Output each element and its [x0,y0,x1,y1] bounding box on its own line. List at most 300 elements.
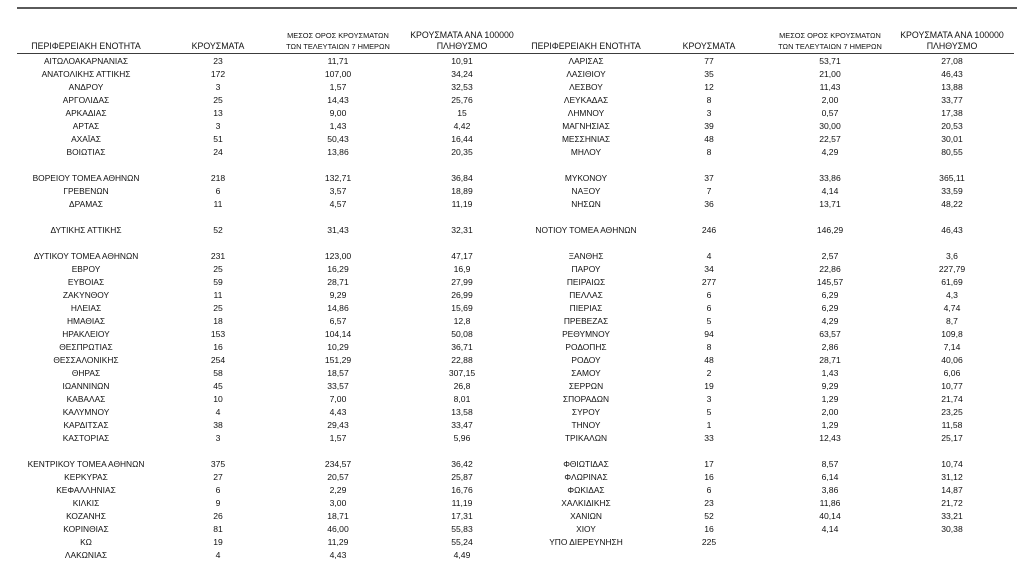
right-cases-cell: 8 [706,95,712,105]
left-avg7-cell: 9,00 [329,108,347,118]
left-per100k-cell: 15 [457,108,467,118]
right-cases-cell: 35 [704,69,714,79]
right-avg7-cell: 4,29 [821,147,839,157]
left-per100k-cell: 55,83 [451,524,473,534]
left-per100k-cell: 50,08 [451,329,473,339]
left-avg7-cell: 33,57 [327,381,349,391]
right-region-cell: ΝΗΣΩΝ [571,199,601,209]
table-row [0,367,1017,380]
header-per100k-left-line1: ΚΡΟΥΣΜΑΤΑ ΑΝΑ 100000 [410,30,514,40]
right-avg7-cell: 12,43 [819,433,841,443]
right-avg7-cell: 63,57 [819,329,841,339]
right-avg7-cell: 2,00 [821,407,839,417]
right-avg7-cell: 4,14 [821,186,839,196]
left-per100k-cell: 4,49 [453,550,471,560]
right-per100k-cell: 6,06 [943,368,961,378]
right-cases-cell: 6 [706,303,712,313]
table-row [0,432,1017,445]
right-cases-cell: 3 [706,108,712,118]
left-per100k-cell: 47,17 [451,251,473,261]
right-per100k-cell: 23,25 [941,407,963,417]
left-region-cell: ΑΧΑΪΑΣ [71,134,101,144]
left-per100k-cell: 12,8 [453,316,471,326]
right-per100k-cell: 21,74 [941,394,963,404]
right-avg7-cell: 6,29 [821,303,839,313]
right-cases-cell: 34 [704,264,714,274]
left-region-cell: ΚΟΖΑΝΗΣ [66,511,106,521]
left-avg7-cell: 2,29 [329,485,347,495]
right-per100k-cell: 11,58 [941,420,963,430]
header-avg7-left-line2: ΤΩΝ ΤΕΛΕΥΤΑΙΩΝ 7 ΗΜΕΡΩΝ [286,42,390,51]
right-per100k-cell: 31,12 [941,472,963,482]
left-cases-cell: 153 [210,329,226,339]
left-avg7-cell: 1,57 [329,433,347,443]
left-per100k-cell: 33,47 [451,420,473,430]
right-cases-cell: 36 [704,199,714,209]
right-cases-cell: 8 [706,147,712,157]
left-per100k-cell: 13,58 [451,407,473,417]
right-avg7-cell: 11,86 [819,498,841,508]
left-region-cell: ΚΑΣΤΟΡΙΑΣ [62,433,110,443]
right-per100k-cell: 365,11 [939,173,965,183]
right-region-cell: ΧΑΝΙΩΝ [570,511,602,521]
left-cases-cell: 11 [213,290,223,300]
left-avg7-cell: 1,43 [329,121,347,131]
right-avg7-cell: 3,86 [821,485,839,495]
left-avg7-cell: 3,57 [329,186,347,196]
left-cases-cell: 18 [213,316,223,326]
left-cases-cell: 25 [213,264,223,274]
right-avg7-cell: 28,71 [819,355,841,365]
right-region-cell: ΛΕΣΒΟΥ [569,82,603,92]
left-avg7-cell: 14,86 [327,303,349,313]
left-region-cell: ΗΜΑΘΙΑΣ [66,316,106,326]
table-row [0,341,1017,354]
right-per100k-cell: 33,21 [941,511,963,521]
right-avg7-cell: 22,57 [819,134,841,144]
right-region-cell: ΣΠΟΡΑΔΩΝ [562,394,610,404]
right-cases-cell: 277 [701,277,717,287]
right-cases-cell: 1 [706,420,712,430]
left-cases-cell: 4 [215,407,221,417]
header-per100k-right-line1: ΚΡΟΥΣΜΑΤΑ ΑΝΑ 100000 [900,30,1004,40]
right-cases-cell: 16 [704,524,714,534]
right-cases-cell: 39 [704,121,714,131]
table-row [0,172,1017,185]
left-region-cell: ΚΟΡΙΝΘΙΑΣ [63,524,109,534]
right-avg7-cell: 11,43 [819,82,841,92]
right-cases-cell: 8 [706,342,712,352]
left-avg7-cell: 7,00 [329,394,347,404]
left-cases-cell: 9 [215,498,221,508]
left-avg7-cell: 31,43 [327,225,349,235]
left-per100k-cell: 25,76 [451,95,473,105]
right-per100k-cell: 4,74 [943,303,961,313]
left-avg7-cell: 11,71 [327,56,349,66]
table-row [0,419,1017,432]
left-avg7-cell: 4,57 [329,199,347,209]
header-cases-left: ΚΡΟΥΣΜΑΤΑ [191,41,245,51]
right-cases-cell: 5 [706,407,712,417]
right-cases-cell: 77 [704,56,714,66]
right-avg7-cell: 9,29 [821,381,839,391]
spacer-row [0,237,1017,250]
right-region-cell: ΡΟΔΟΠΗΣ [565,342,607,352]
left-avg7-cell: 234,57 [324,459,352,469]
table-row [0,458,1017,471]
table-row [0,497,1017,510]
left-region-cell: ΒΟΙΩΤΙΑΣ [66,147,106,157]
left-region-cell: ΕΥΒΟΙΑΣ [67,277,105,287]
right-avg7-cell: 0,57 [821,108,839,118]
left-avg7-cell: 16,29 [327,264,349,274]
left-cases-cell: 58 [213,368,223,378]
right-per100k-cell: 109,8 [941,329,963,339]
right-per100k-cell: 46,43 [941,225,963,235]
right-cases-cell: 37 [704,173,714,183]
left-region-cell: ΚΑΡΔΙΤΣΑΣ [63,420,109,430]
left-region-cell: ΚΕΡΚΥΡΑΣ [64,472,108,482]
left-region-cell: ΘΕΣΣΑΛΟΝΙΚΗΣ [53,355,119,365]
table-row [0,302,1017,315]
left-region-cell: ΕΒΡΟΥ [71,264,101,274]
left-region-cell: ΘΗΡΑΣ [71,368,101,378]
left-per100k-cell: 16,44 [451,134,473,144]
right-cases-cell: 94 [704,329,714,339]
table-row [0,224,1017,237]
table-row [0,250,1017,263]
right-region-cell: ΛΕΥΚΑΔΑΣ [563,95,609,105]
left-per100k-cell: 34,24 [451,69,473,79]
left-per100k-cell: 26,8 [453,381,471,391]
table-row [0,354,1017,367]
right-region-cell: ΛΑΡΙΣΑΣ [568,56,604,66]
left-per100k-cell: 32,53 [451,82,473,92]
table-row [0,146,1017,159]
right-per100k-cell: 10,77 [941,381,963,391]
right-avg7-cell: 2,86 [821,342,839,352]
table-row [0,185,1017,198]
table-row [0,198,1017,211]
right-cases-cell: 3 [706,394,712,404]
right-region-cell: ΜΗΛΟΥ [570,147,602,157]
left-cases-cell: 16 [213,342,223,352]
left-avg7-cell: 29,43 [327,420,349,430]
right-per100k-cell: 21,72 [941,498,963,508]
left-per100k-cell: 22,88 [451,355,473,365]
left-avg7-cell: 14,43 [327,95,349,105]
right-cases-cell: 23 [704,498,714,508]
header-per100k-left-line2: ΠΛΗΘΥΣΜΟ [436,41,488,51]
right-per100k-cell: 3,6 [946,251,958,261]
header-avg7-left-line1: ΜΕΣΟΣ ΟΡΟΣ ΚΡΟΥΣΜΑΤΩΝ [287,31,389,40]
table-row [0,94,1017,107]
right-avg7-cell: 13,71 [819,199,841,209]
right-per100k-cell: 27,08 [941,56,963,66]
table-row [0,510,1017,523]
table-row [0,81,1017,94]
left-region-cell: ΙΩΑΝΝΙΝΩΝ [62,381,110,391]
left-per100k-cell: 55,24 [451,537,473,547]
right-avg7-cell: 53,71 [819,56,841,66]
left-avg7-cell: 18,57 [327,368,349,378]
left-avg7-cell: 4,43 [329,550,347,560]
right-cases-cell: 48 [704,355,714,365]
left-region-cell: ΑΡΤΑΣ [72,121,100,131]
left-region-cell: ΚΕΝΤΡΙΚΟΥ ΤΟΜΕΑ ΑΘΗΝΩΝ [27,459,145,469]
left-cases-cell: 3 [215,433,221,443]
left-per100k-cell: 36,84 [451,173,473,183]
right-avg7-cell: 145,57 [816,277,844,287]
table-row [0,289,1017,302]
right-region-cell: ΤΗΝΟΥ [571,420,601,430]
left-cases-cell: 27 [213,472,223,482]
right-per100k-cell: 25,17 [941,433,963,443]
header-per100k-right [892,30,1012,52]
right-per100k-cell: 61,69 [941,277,963,287]
left-cases-cell: 6 [215,485,221,495]
left-avg7-cell: 123,00 [324,251,352,261]
table-row [0,471,1017,484]
left-region-cell: ΔΥΤΙΚΗΣ ΑΤΤΙΚΗΣ [50,225,122,235]
left-cases-cell: 26 [213,511,223,521]
table-row [0,406,1017,419]
left-avg7-cell: 46,00 [327,524,349,534]
left-avg7-cell: 28,71 [327,277,349,287]
right-cases-cell: 5 [706,316,712,326]
right-avg7-cell: 1,29 [821,394,839,404]
right-cases-cell: 225 [701,537,717,547]
left-region-cell: ΘΕΣΠΡΩΤΙΑΣ [59,342,113,352]
left-region-cell: ΑΡΚΑΔΙΑΣ [65,108,107,118]
header-avg7-right-line1: ΜΕΣΟΣ ΟΡΟΣ ΚΡΟΥΣΜΑΤΩΝ [779,31,881,40]
table-row [0,133,1017,146]
right-avg7-cell: 40,14 [819,511,841,521]
right-per100k-cell: 7,14 [943,342,961,352]
right-per100k-cell: 14,87 [941,485,963,495]
right-per100k-cell: 40,06 [941,355,963,365]
left-per100k-cell: 15,69 [451,303,473,313]
table-row [0,328,1017,341]
right-per100k-cell: 13,88 [941,82,963,92]
left-cases-cell: 11 [213,199,223,209]
left-cases-cell: 172 [210,69,226,79]
right-avg7-cell: 2,57 [821,251,839,261]
left-region-cell: ΖΑΚΥΝΘΟΥ [62,290,110,300]
left-cases-cell: 19 [213,537,223,547]
left-per100k-cell: 5,96 [453,433,471,443]
right-per100k-cell: 33,59 [941,186,963,196]
header-region-right: ΠΕΡΙΦΕΡΕΙΑΚΗ ΕΝΟΤΗΤΑ [531,41,641,51]
left-cases-cell: 23 [213,56,223,66]
right-region-cell: ΛΑΣΙΘΙΟΥ [566,69,606,79]
spacer-row [0,211,1017,224]
left-cases-cell: 3 [215,121,221,131]
right-per100k-cell: 17,38 [941,108,963,118]
right-avg7-cell: 6,14 [821,472,839,482]
right-region-cell: ΦΩΚΙΔΑΣ [567,485,605,495]
right-per100k-cell: 20,53 [941,121,963,131]
left-region-cell: ΚΑΛΥΜΝΟΥ [62,407,110,417]
left-cases-cell: 25 [213,95,223,105]
left-per100k-cell: 27,99 [451,277,473,287]
left-cases-cell: 52 [213,225,223,235]
left-avg7-cell: 10,29 [327,342,349,352]
right-cases-cell: 7 [706,186,712,196]
right-per100k-cell: 8,7 [946,316,958,326]
left-cases-cell: 51 [213,134,223,144]
right-per100k-cell: 46,43 [941,69,963,79]
header-region-left: ΠΕΡΙΦΕΡΕΙΑΚΗ ΕΝΟΤΗΤΑ [31,41,141,51]
left-avg7-cell: 4,43 [329,407,347,417]
left-cases-cell: 24 [213,147,223,157]
right-region-cell: ΡΕΘΥΜΝΟΥ [562,329,610,339]
left-region-cell: ΑΡΓΟΛΙΔΑΣ [62,95,110,105]
right-region-cell: ΦΘΙΩΤΙΔΑΣ [563,459,609,469]
left-avg7-cell: 3,00 [329,498,347,508]
right-per100k-cell: 80,55 [941,147,963,157]
right-cases-cell: 4 [706,251,712,261]
right-cases-cell: 2 [706,368,712,378]
left-cases-cell: 13 [213,108,223,118]
left-region-cell: ΗΡΑΚΛΕΙΟΥ [62,329,110,339]
table-row [0,68,1017,81]
left-cases-cell: 231 [210,251,226,261]
left-region-cell: ΚΑΒΑΛΑΣ [66,394,106,404]
left-per100k-cell: 36,42 [451,459,473,469]
table-header [0,9,1017,53]
left-cases-cell: 38 [213,420,223,430]
right-cases-cell: 6 [706,485,712,495]
left-region-cell: ΑΙΤΩΛΟΑΚΑΡΝΑΝΙΑΣ [43,56,129,66]
right-cases-cell: 17 [704,459,714,469]
right-avg7-cell: 21,00 [819,69,841,79]
right-avg7-cell: 6,29 [821,290,839,300]
right-region-cell: ΞΑΝΘΗΣ [568,251,604,261]
left-region-cell: ΛΑΚΩΝΙΑΣ [64,550,108,560]
right-region-cell: ΥΠΟ ΔΙΕΡΕΥΝΗΣΗ [549,537,623,547]
left-avg7-cell: 50,43 [327,134,349,144]
left-cases-cell: 25 [213,303,223,313]
left-cases-cell: 218 [210,173,226,183]
header-cases-right: ΚΡΟΥΣΜΑΤΑ [682,41,736,51]
right-region-cell: ΜΑΓΝΗΣΙΑΣ [562,121,610,131]
left-avg7-cell: 20,57 [327,472,349,482]
right-region-cell: ΣΑΜΟΥ [571,368,601,378]
table-row [0,315,1017,328]
left-avg7-cell: 9,29 [329,290,347,300]
table-row [0,549,1017,562]
right-avg7-cell: 146,29 [816,225,844,235]
table-body [0,55,1017,562]
right-cases-cell: 16 [704,472,714,482]
left-avg7-cell: 104,14 [324,329,352,339]
spacer-row [0,159,1017,172]
right-region-cell: ΠΕΙΡΑΙΩΣ [566,277,606,287]
right-region-cell: ΜΥΚΟΝΟΥ [564,173,608,183]
right-cases-cell: 33 [704,433,714,443]
left-region-cell: ΑΝΑΤΟΛΙΚΗΣ ΑΤΤΙΚΗΣ [41,69,131,79]
right-per100k-cell: 10,74 [941,459,963,469]
right-region-cell: ΡΟΔΟΥ [571,355,601,365]
right-region-cell: ΠΡΕΒΕΖΑΣ [563,316,609,326]
left-cases-cell: 4 [215,550,221,560]
left-per100k-cell: 11,19 [451,498,473,508]
right-avg7-cell: 33,86 [819,173,841,183]
header-avg7-right-line2: ΤΩΝ ΤΕΛΕΥΤΑΙΩΝ 7 ΗΜΕΡΩΝ [778,42,882,51]
right-per100k-cell: 30,38 [941,524,963,534]
right-cases-cell: 48 [704,134,714,144]
right-per100k-cell: 30,01 [941,134,963,144]
left-per100k-cell: 16,76 [451,485,473,495]
right-per100k-cell: 4,3 [946,290,958,300]
left-per100k-cell: 36,71 [451,342,473,352]
right-per100k-cell: 48,22 [941,199,963,209]
table-row [0,55,1017,68]
left-per100k-cell: 16,9 [453,264,471,274]
right-cases-cell: 12 [704,82,714,92]
right-region-cell: ΜΕΣΣΗΝΙΑΣ [561,134,611,144]
right-region-cell: ΣΥΡΟΥ [571,407,601,417]
table-row [0,107,1017,120]
header-per100k-right-line2: ΠΛΗΘΥΣΜΟ [926,41,978,51]
right-avg7-cell [770,536,890,549]
right-region-cell: ΧΑΛΚΙΔΙΚΗΣ [561,498,611,508]
right-avg7-cell: 4,29 [821,316,839,326]
left-avg7-cell: 107,00 [324,69,352,79]
right-avg7-cell: 4,14 [821,524,839,534]
left-cases-cell: 59 [213,277,223,287]
table-row [0,263,1017,276]
table-row [0,536,1017,549]
table-row [0,276,1017,289]
right-cases-cell: 52 [704,511,714,521]
left-region-cell: ΔΥΤΙΚΟΥ ΤΟΜΕΑ ΑΘΗΝΩΝ [33,251,139,261]
right-per100k-cell [892,536,1012,549]
table-row [0,523,1017,536]
left-avg7-cell: 18,71 [327,511,349,521]
right-region-cell: ΤΡΙΚΑΛΩΝ [564,433,608,443]
left-region-cell: ΚΕΦΑΛΛΗΝΙΑΣ [56,485,116,495]
right-cases-cell: 6 [706,290,712,300]
right-avg7-cell: 1,43 [821,368,839,378]
left-avg7-cell: 6,57 [329,316,347,326]
right-avg7-cell: 30,00 [819,121,841,131]
left-per100k-cell: 32,31 [451,225,473,235]
left-region-cell: ΗΛΕΙΑΣ [70,303,102,313]
right-avg7-cell: 8,57 [821,459,839,469]
left-per100k-cell: 11,19 [451,199,473,209]
table-row [0,380,1017,393]
header-avg7-left [278,30,398,52]
left-avg7-cell: 1,57 [329,82,347,92]
left-cases-cell: 375 [210,459,226,469]
left-avg7-cell: 13,86 [327,147,349,157]
table-row [0,120,1017,133]
left-cases-cell: 3 [215,82,221,92]
left-cases-cell: 6 [215,186,221,196]
right-region-cell: ΛΗΜΝΟΥ [567,108,605,118]
left-per100k-cell: 17,31 [451,511,473,521]
left-per100k-cell: 10,91 [451,56,473,66]
right-avg7-cell: 22,86 [819,264,841,274]
right-region-cell: ΠΙΕΡΙΑΣ [569,303,603,313]
left-avg7-cell: 11,29 [327,537,349,547]
left-cases-cell: 10 [213,394,223,404]
right-region-cell: ΠΑΡΟΥ [571,264,601,274]
left-per100k-cell: 4,42 [453,121,471,131]
right-region-cell: ΦΛΩΡΙΝΑΣ [564,472,608,482]
